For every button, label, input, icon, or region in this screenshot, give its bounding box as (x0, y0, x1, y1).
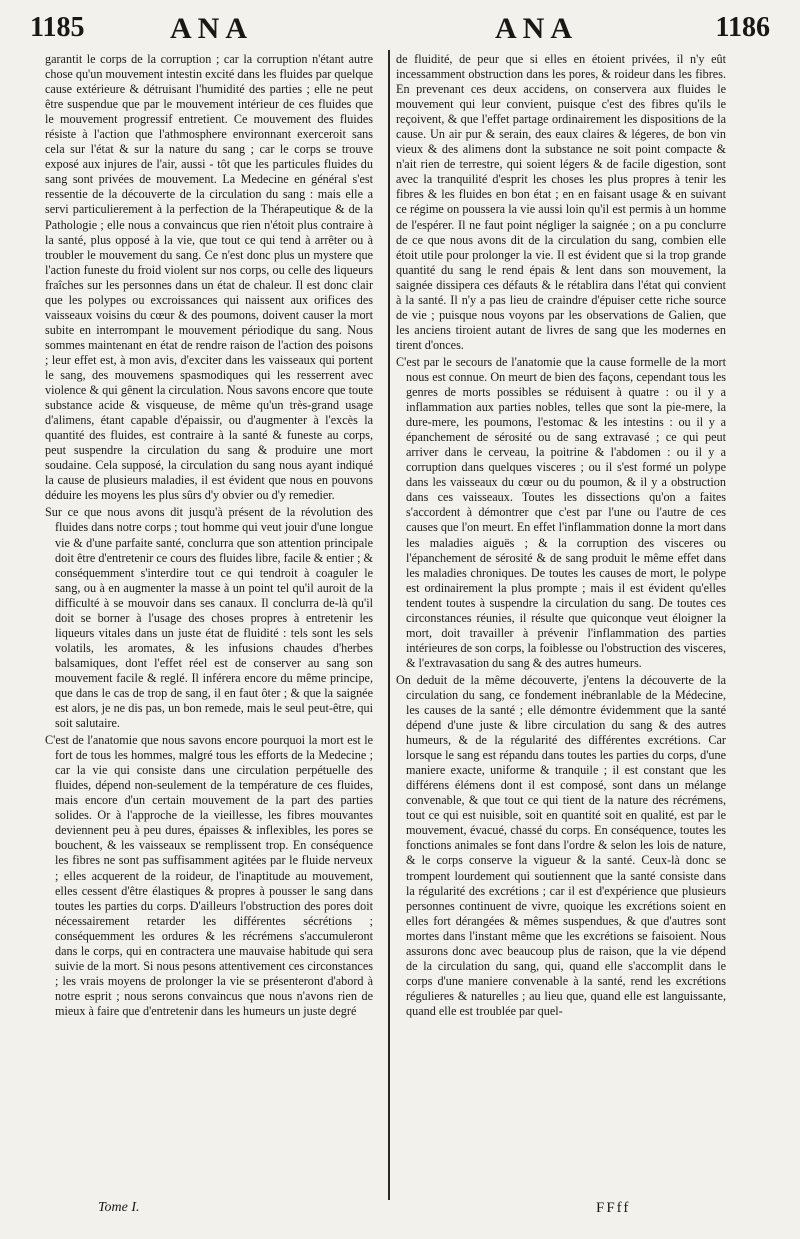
right-paragraph-1: de fluidité, de peur que si elles en étoient privées, il n'y eût incessamment obstruction dans les pores, & roideur dans les fibres. En prevenant ces deux accidens, on conservera aux fluides le mouvement qui leur convient, puisque c'est des fibres qu'ils le reçoivent, & que l'effet partage ordinairement les dispositions de la cause. Un air pur & serain, des eaux claires & légeres, de bon vin vieux & des alimens dont la substance ne soit point compacte & n'ait rien de terrestre, qui soient légers & de facile digestion, sont avec la tranquilité d'esprit les choses les plus propres à tenir les fibres & les fluides en bon état ; en en faisant usage & en suivant ce régime on poussera la vie aussi loin qu'il est permis à un homme de l'espérer. Il ne faut point négliger la saignée ; on a pu conclurre de ce que nous avons dit de la circulation du sang, combien elle étoit utile pour prolonger la vie. Il est évident que si la trop grande quantité du sang le rend épais & lent dans son mouvement, la saignée dissipera ces défauts & le rétablira dans l'état qui convient à la santé. Il n'y a pas lieu de craindre d'épuiser cette riche source de vie ; puisque nous voyons par les observations de Galien, que les anciens tiroient autant de livres de sang que les modernes en tirent d'onces. (396, 52, 726, 352)
left-paragraph-2: Sur ce que nous avons dit jusqu'à présent de la révolution des fluides dans notre corps ; tout homme qui veut jouir d'une longue vie & d'une parfaite santé, conclurra que son attention principale doit être d'entretenir ce cours des fluides libre, facile & entier ; & conséquemment s'interdire tout ce qui tendroit à coaguler le sang, ou à en augmenter la masse à un point tel qu'il auroit de la difficulté à se mouvoir dans ses canaux. Il conclurra de-là qu'il doit se borner à l'usage des choses propres à entretenir les liqueurs vitales dans un juste état de fluidité : tels sont les sels volatils, les aromates, & les infusions chaudes d'herbes balsamiques, dont l'effet réel est de conserver au sang son mouvement facile & reglé. Il inférera encore du même principe, que dans le cas de trop de sang, il en faut ôter ; & que la saignée est alors, je ne dis pas, un bon remede, mais le seul peut-être, qui soit salutaire. (45, 505, 373, 731)
left-page-number: 1185 (30, 12, 85, 43)
right-running-head: ANA (495, 12, 578, 45)
right-paragraph-2: C'est par le secours de l'anatomie que la cause formelle de la mort nous est connue. On meurt de bien des façons, cependant tous les genres de morts possibles se réduisent à quatre : ou il y a inflammation aux parties nobles, telles que sont la pie-mere, la dure-mere, les poumons, l'estomac & les intestins : ou il y a épanchement de sérosité ou de sang extravasé ; ce qui peut arriver dans le cerveau, la poitrine & l'abdomen : ou il y a corruption dans quelques visceres ; ou il s'est formé un polype dans les vaisseaux du cœur ou du poumon, & il y a obstruction dans ces vaisseaux. Toutes les dissections qu'on a faites s'accordent à démontrer que c'est par l'une ou l'autre de ces causes que l'on meurt. En effet l'inflammation donne la mort dans les maladies aiguës ; & la corruption des visceres ou l'épanchement de sérosité & de sang produit le même effet dans les maladies chroniques. De toutes les causes de mort, le polype est ordinairement la plus prompte ; mais il est évident qu'elles tendent toutes à suspendre la circulation du sang. De toutes ces circonstances réunies, il résulte que quiconque veut éloigner la mort, doit travailler à prévenir l'inflammation des parties intérieures de son corps, la foiblesse ou l'obstruction des visceres, & l'extravasation du sang & des autres humeurs. (396, 354, 726, 670)
column-divider (388, 50, 390, 1200)
gathering-signature: FFff (596, 1200, 631, 1216)
right-text-column (396, 52, 726, 1202)
volume-signature: Tome I. (98, 1200, 140, 1215)
right-page-number: 1186 (715, 12, 770, 43)
right-paragraph-3: On deduit de la même découverte, j'entens la découverte de la circulation du sang, ce fondement inébranlable de la Médecine, les causes de la santé ; elle démontre évidemment que la santé dépend d'une juste & libre circulation du sang & des autres humeurs, & de la régularité des différentes excrétions. Car lorsque le sang est répandu dans toutes les parties du corps, d'une maniere exacte, uniforme & tranquile ; il est constant que les différens élémens dont il est composé, sont dans un mélange convenable, & que tout ce qui tient de la nature des récrémens, tout ce qui est nuisible, soit en quantité soit en qualité, est par le mouvement, évacué, chassé du corps. En conséquence, toutes les fonctions animales se font dans l'ordre & selon les lois de nature, & le corps conserve la vigueur & la santé. Ceux-là donc se trompent lourdement qui soutiennent que la santé consiste dans la régularité des excrétions ; car il est d'expérience que plusieurs personnes continuent de vivre, quoique les excrétions soient en elles fort dérangées & mêmes suspendues, & que d'autres sont mortes dans l'instant même que les excrétions se faisoient. Nous assurons donc avec beaucoup plus de raison, que la vie dépend de la circulation du sang, qui, quand elle s'accomplit dans le corps d'une maniere convenable à la santé, rend les excrétions régulieres & naturelles ; au lieu que, quand elle est languissante, quand elle est troublée par quel- (396, 672, 726, 1018)
left-paragraph-3: C'est de l'anatomie que nous savons encore pourquoi la mort est le fort de tous les hommes, malgré tous les efforts de la Medecine ; car la vie qui consiste dans une circulation perpétuelle des fluides, dépend non-seulement de la température de ces fluides, mais encore d'un certain mouvement de la part des parties solides. Or à l'approche de la vieillesse, les fibres mouvantes deviennent peu à peu dures, épaisses & inflexibles, les pores se bouchent, & les vaisseaux se remplissent trop. En conséquence les fibres ne sont pas suffisamment agitées par le fluide nerveux ; elles acquerent de la roideur, de l'inaptitude au mouvement, elles cessent d'être élastiques & propres à pousser le sang dans toutes les parties du corps. D'ailleurs l'obstruction des pores doit nécessairement retarder les différentes sécrétions ; conséquemment les ordures & les récrémens s'accumuleront dans le corps, qui en contractera une mauvaise habitude qui sera suivie de la mort. Si nous pesons attentivement ces circonstances ; les vrais moyens de prolonger la vie se présenteront d'abord à notre esprit ; nous serons convaincus que nous n'avons rien de mieux à faire que d'entretenir dans les humeurs un juste degré (45, 733, 373, 1018)
left-text-column (45, 52, 373, 1202)
left-running-head: ANA (170, 12, 253, 45)
left-paragraph-1: garantit le corps de la corruption ; car la corruption n'étant autre chose qu'un mouvement intestin excité dans les fluides par quelque cause extérieure & détruisant l'humidité des parties ; elle ne peut être suspendue que par le mouvement intérieur de ces fluides que le mouvement progressif entretient. Ce mouvement des fluides résiste à l'action que l'athmosphere environnant exerceroit sans cela sur l'état & sur la nature du sang ; car le corps se trouve exposé aux injures de l'air, aussi - tôt que les particules fluides du sang sont privées de mouvement. La Medecine en général s'est ressentie de la découverte de la circulation du sang : mais elle a servi particulierement à la perfection de la Thérapeutique & de la Pathologie ; elle nous a convaincus que rien n'étoit plus contraire à la santé, plus opposé à la vie, que tout ce qui tend à arrêter ou à troubler le mouvement du sang. Ce n'est donc plus un mystere que l'action funeste du froid violent sur nos corps, ou celle des liqueurs fraîches sur les personnes dans un état de chaleur. Il est donc clair que les polypes ou excroissances qui naissent aux orifices des vaisseaux voisins du cœur & des poumons, doivent causer la mort subite en interrompant le mouvement périodique du sang. Nous sommes maintenant en état de rendre raison de l'action des poisons ; leur effet est, à mon avis, d'exciter dans les vaisseaux qui portent le sang, des mouvemens spasmodiques qui les resserrent avec violence & qui gênent la circulation. Nous savons encore que toute substance acide & visqueuse, de même qu'un très-grand usage d'alimens, étant capable d'épaissir, ou d'augmenter à l'excès la quantité des fluides, est contraire à la santé & funeste au corps, peut suspendre la circulation du sang & produire une mort soudaine. Cela supposé, la circulation du sang nous ayant indiqué la cause de plusieurs maladies, il est évident que nous en pouvons déduire les moyens les plus sûrs d'y obvier ou d'y remedier. (45, 52, 373, 503)
